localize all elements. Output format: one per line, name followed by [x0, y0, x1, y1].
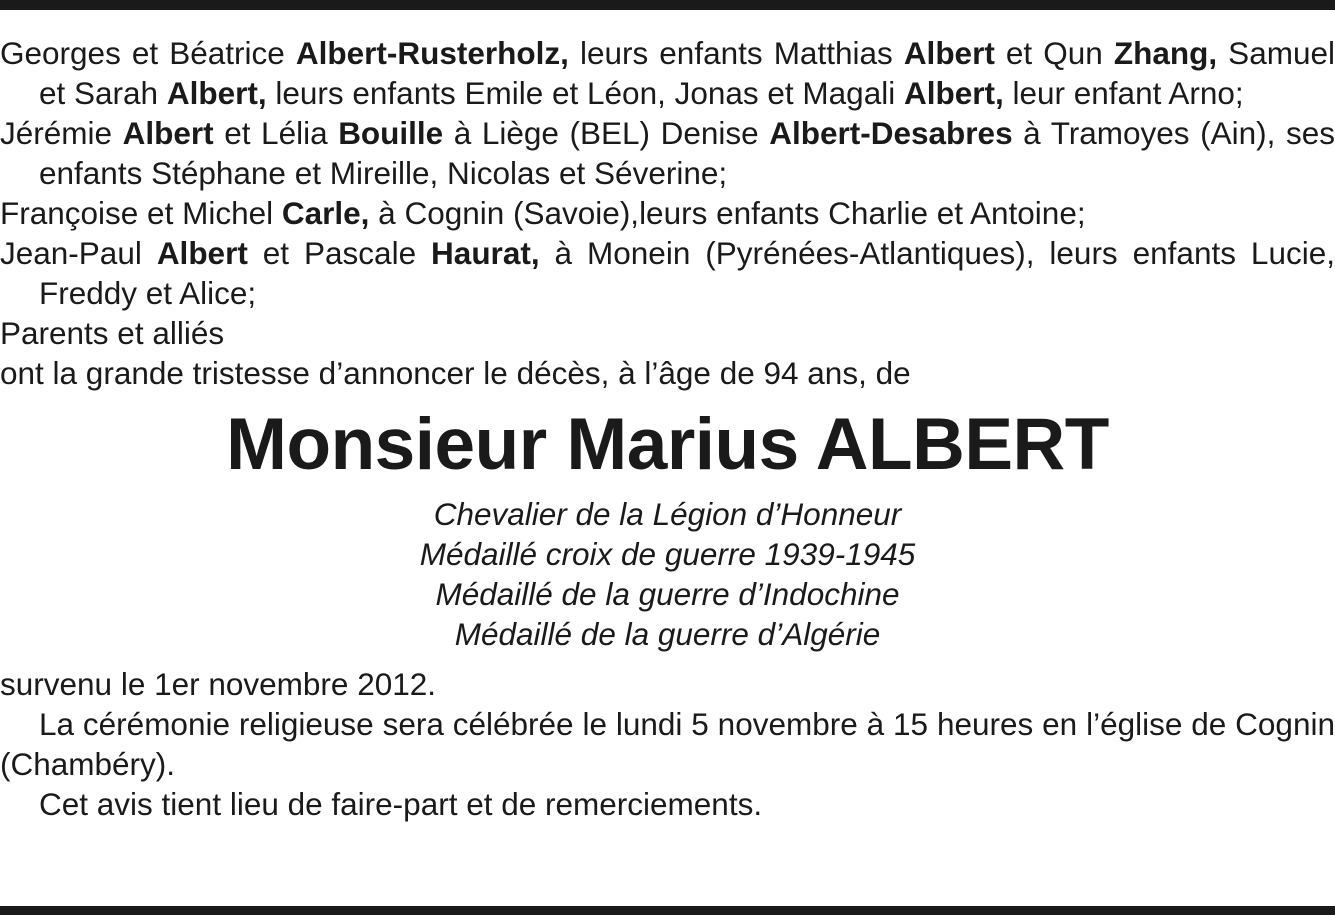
obituary-notice	[0, 33, 1335, 824]
family-surname: Haurat,	[431, 235, 540, 271]
family-text: Samuel et Sarah	[39, 35, 1335, 111]
family-surname: Zhang,	[1113, 35, 1218, 71]
family-surname: Albert,	[166, 75, 267, 111]
family-text: Georges et Béatrice	[0, 35, 296, 71]
deceased-name: Monsieur Marius ALBERT	[226, 404, 1109, 485]
family-text: leurs enfants Emile et Léon, Jonas et Magali	[266, 75, 904, 111]
family-surname: Albert,	[903, 75, 1004, 111]
family-entry	[0, 193, 1335, 233]
ceremony-paragraph: La cérémonie religieuse sera célébrée le lundi 5 novembre à 15 heures en l’église de Cognin (Chambéry).	[0, 706, 1335, 782]
honor-item: Médaillé de la guerre d’Algérie	[454, 616, 881, 652]
family-surname: Carle,	[281, 195, 370, 231]
family-surname: Albert	[156, 235, 248, 271]
family-text: à Tramoyes (Ain), ses enfants Stéphane et Mireille, Nicolas et Séverine;	[39, 115, 1335, 191]
closing-paragraph: Cet avis tient lieu de faire-part et de remerciements.	[39, 786, 763, 822]
family-text: Jérémie	[0, 115, 123, 151]
bottom-rule	[0, 906, 1335, 915]
family-text: Françoise et Michel	[0, 195, 282, 231]
family-surname: Albert-Desabres	[769, 115, 1013, 151]
honors-list	[0, 494, 1335, 654]
honor-item: Médaillé croix de guerre 1939-1945	[419, 536, 916, 572]
family-list	[0, 33, 1335, 313]
family-text: Jean-Paul	[0, 235, 157, 271]
top-rule	[0, 0, 1335, 10]
family-text: à Liège (BEL) Denise	[443, 115, 770, 151]
family-text: et Lélia	[213, 115, 339, 151]
family-entry	[0, 33, 1335, 113]
family-text: et Pascale	[247, 235, 432, 271]
family-text: à Cognin (Savoie),leurs enfants Charlie et Antoine;	[369, 195, 1086, 231]
relatives-line: Parents et alliés	[0, 315, 225, 351]
family-surname: Bouille	[338, 115, 444, 151]
family-text: à Monein (Pyrénées-Atlantiques), leurs enfants Lucie, Freddy et Alice;	[39, 235, 1335, 311]
family-text: leurs enfants Matthias	[568, 35, 904, 71]
family-surname: Albert	[122, 115, 214, 151]
family-entry	[0, 113, 1335, 193]
family-text: leur enfant Arno;	[1003, 75, 1244, 111]
honor-item: Chevalier de la Légion d’Honneur	[433, 496, 902, 532]
honor-item: Médaillé de la guerre d’Indochine	[435, 576, 900, 612]
family-surname: Albert	[903, 35, 995, 71]
date-of-death: survenu le 1er novembre 2012.	[0, 666, 437, 702]
announcement-line: ont la grande tristesse d’annoncer le décès, à l’âge de 94 ans, de	[0, 355, 911, 391]
family-surname: Albert-Rusterholz,	[295, 35, 569, 71]
family-entry	[0, 233, 1335, 313]
family-text: et Qun	[994, 35, 1114, 71]
